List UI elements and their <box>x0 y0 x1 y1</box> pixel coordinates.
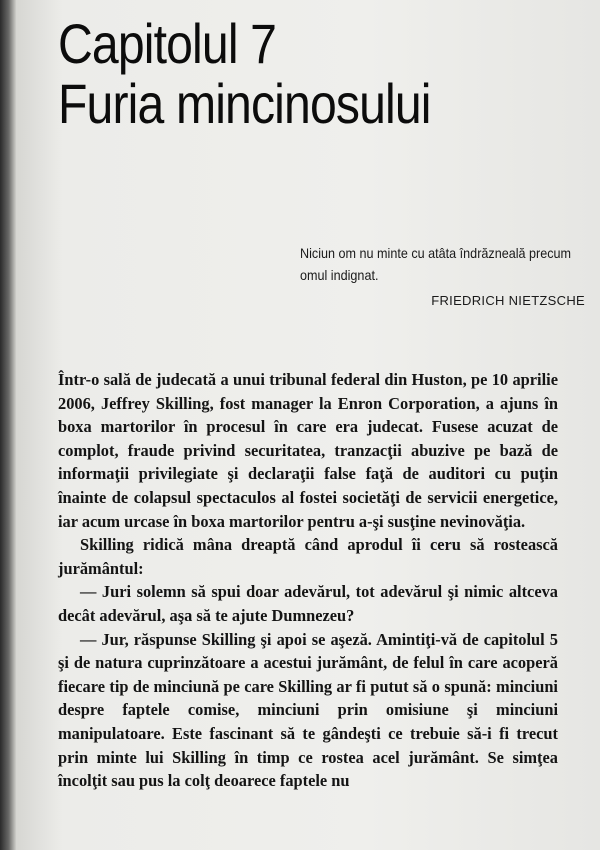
chapter-name: Furia mincinosului <box>58 72 431 135</box>
paragraph-2: Skilling ridică mâna dreaptă când aprodul îi ceru să rostească jurământul: <box>58 535 558 578</box>
paragraph-3: — Juri solemn să spui doar adevărul, tot adevărul şi nimic altceva decât adevărul, aşa să te ajute Dumnezeu? <box>58 582 558 625</box>
epigraph-quote: Niciun om nu minte cu atâta îndrăzneală precum omul indignat. <box>300 245 572 283</box>
chapter-title <box>58 14 514 134</box>
epigraph <box>300 242 585 312</box>
body-text <box>58 368 558 793</box>
chapter-number: Capitolul 7 <box>58 12 277 75</box>
paragraph-4: — Jur, răspunse Skilling şi apoi se aşeză. Amintiţi-vă de capitolul 5 şi de natura cuprinzătoare a acestui jurământ, de felul în care acoperă fiecare tip de minciună pe care Skilling ar fi putut să o spună: minciuni despre faptele comise, minciuni prin omisiune şi minciuni manipulatoare. Este fascinant să te gândeşti ce trebuie să-i fi trecut prin minte lui Skilling în timp ce rostea acel jurământ. Se simţea încolţit sau pus la colţ deoarece faptele nu <box>58 629 558 791</box>
book-gutter <box>0 0 16 850</box>
epigraph-author: FRIEDRICH NIETZSCHE <box>431 293 585 308</box>
paragraph-1: Într-o sală de judecată a unui tribunal federal din Huston, pe 10 aprilie 2006, Jeffrey Skilling, fost manager la Enron Corporation, a ajuns în boxa martorilor în procesul în care era judecat. Fusese acuzat de complot, fraude privind securitatea, tranzacţii abuzive pe bază de informaţii privilegiate şi declaraţii false faţă de auditori cu puţin înainte de colapsul spectaculos al fostei societăţi de servicii energetice, iar acum urcase în boxa martorilor pentru a-şi susţine nevinovăţia. <box>58 370 558 531</box>
